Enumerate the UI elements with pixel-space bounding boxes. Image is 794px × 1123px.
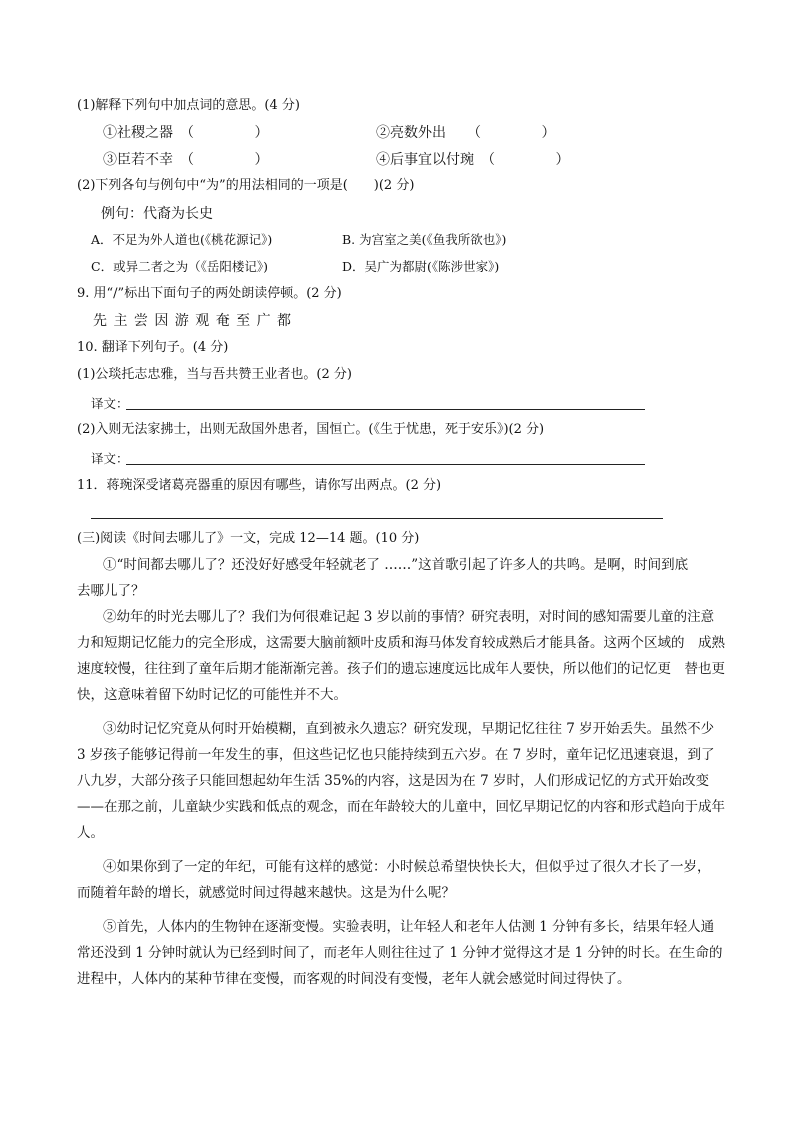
section-heading: (三)阅读《时间去哪儿了》一文，完成 12—14 题。(10 分) (77, 531, 420, 546)
q9-sentence: 先 主 尝 因 游 观 奄 至 广 都 (93, 313, 293, 329)
q8-option-a: A．不足为外人道也(《桃花源记》) (91, 232, 273, 247)
answer-label-1: 译文： (91, 396, 129, 411)
paragraph-2: ②幼年的时光去哪儿了？我们为何很难记起 3 岁以前的事情？研究表明，对时间的感知需要儿童的注意力和短期记忆能力的完全形成，这需要大脑前额叶皮质和海马体发育较成熟后才能具备。这两个区域的 成熟速度较慢，往往到了童年后期才能渐渐完善。孩子们的遗忘速度远比成年人要快，所以他们的记忆更 替也更快，这意味着留下幼时记忆的可能性并不大。 (77, 609, 725, 703)
answer-label-2: 译文： (91, 451, 129, 466)
paragraph-1: ①“时间都去哪儿了？还没好好感受年轻就老了 ……”这首歌引起了许多人的共鸣。是啊，时间到底 去哪儿了？ (77, 557, 716, 599)
paragraph-4: ④如果你到了一定的年纪，可能有这样的感觉：小时候总希望快快长大，但似乎过了很久才长了一岁， 而随着年龄的增长，就感觉时间过得越来越快。这是为什么呢？ (77, 859, 718, 901)
answer-line-1[interactable] (126, 409, 645, 410)
q9-prompt: 9. 用“/”标出下面句子的两处朗读停顿。(2 分) (77, 286, 342, 301)
q8-option-b: B. 为宫室之美(《鱼我所欲也》) (342, 232, 507, 247)
q8-sub2-prompt: (2)下列各句与例句中“为”的用法相同的一项是( )(2 分) (77, 178, 415, 193)
q8-sub1-prompt: (1)解释下列句中加点词的意思。(4 分) (77, 98, 300, 113)
paragraph-5: ⑤首先，人体内的生物钟在逐渐变慢。实验表明，让年轻人和老年人估测 1 分钟有多长，结果年轻人通常还没到 1 分钟时就认为已经到时间了，而老年人则往往过了 1 分钟才觉得这才是 1 分钟的时长。在生命的进程中，人体内的某种节律在变慢，而客观的时间没有变慢，老年人就会感觉时间过得快了。 (77, 919, 723, 987)
q8-item-4: ④后事宜以付琬 （ ） (376, 152, 570, 168)
q8-example: 例句：代裔为长史 (101, 206, 213, 222)
q10-prompt: 10. 翻译下列句子。(4 分) (77, 340, 229, 355)
q11-prompt: 11．蒋琬深受诸葛亮器重的原因有哪些，请你写出两点。(2 分) (77, 478, 442, 493)
q8-option-d: D．吴广为都尉(《陈涉世家》) (342, 259, 500, 274)
q8-item-3: ③臣若不幸 （ ） (103, 152, 269, 168)
answer-line-2[interactable] (126, 464, 645, 465)
q10-sentence-1: (1)公琰托志忠雅，当与吾共赞王业者也。(2 分) (77, 367, 352, 382)
answer-line-3[interactable] (91, 518, 663, 519)
q8-item-2: ②亮数外出 （ ） (376, 125, 556, 141)
paragraph-3: ③幼时记忆究竟从何时开始模糊，直到被永久遗忘？研究发现，早期记忆往往 7 岁开始丢失。虽然不少 3 岁孩子能够记得前一年发生的事，但这些记忆也只能持续到五六岁。在 7 岁时，童年记忆迅速衰退，到了八九岁，大部分孩子只能回想起幼年生活 35%的内容，这是因为在 7 岁时，人们形成记忆的方式开始改变——在那之前，儿童缺少实践和低点的观念，而在年龄较大的儿童中，回忆早期记忆的内容和形式趋向于成年人。 (77, 721, 725, 841)
q8-option-c: C．或异二者之为（《岳阳楼记》) (91, 259, 268, 274)
q8-item-1: ①社稷之器 （ ） (103, 125, 269, 141)
q10-sentence-2: (2)入则无法家拂士，出则无敌国外患者，国恒亡。(《生于忧患，死于安乐》)(2 分) (77, 422, 545, 437)
